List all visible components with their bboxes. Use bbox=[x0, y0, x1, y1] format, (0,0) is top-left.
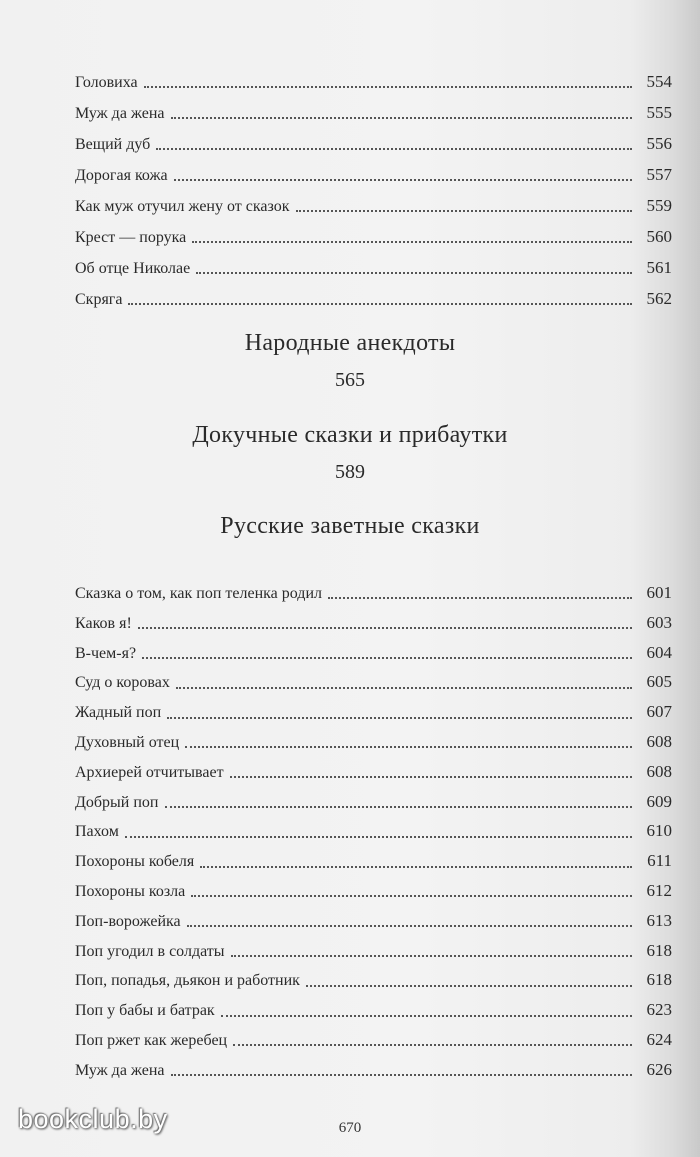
dot-leader bbox=[230, 775, 632, 778]
toc-entry-page: 555 bbox=[646, 103, 672, 122]
toc-entry bbox=[75, 252, 672, 283]
toc-entry-page: 624 bbox=[646, 1029, 672, 1049]
toc-entry-title: Пахом bbox=[75, 823, 119, 841]
toc-entry-page: 612 bbox=[646, 880, 672, 900]
toc-entry-title: Как муж отучил жену от сказок bbox=[75, 198, 290, 215]
toc-entry-title: Суд о коровах bbox=[75, 674, 170, 692]
dot-leader bbox=[174, 178, 632, 181]
dot-leader bbox=[328, 596, 632, 599]
dot-leader bbox=[233, 1043, 632, 1046]
toc-entry-page: 561 bbox=[646, 258, 672, 277]
dot-leader bbox=[296, 209, 633, 212]
toc-entry-page: 604 bbox=[646, 642, 672, 662]
toc-entry bbox=[75, 221, 672, 252]
toc-entry bbox=[75, 846, 672, 876]
dot-leader bbox=[191, 894, 632, 897]
toc-entry-page: 605 bbox=[646, 672, 672, 692]
page-number: 670 bbox=[338, 1120, 362, 1136]
toc-entry-title: Скряга bbox=[75, 291, 123, 308]
toc-entry-title: Сказка о том, как поп теленка родил bbox=[75, 585, 322, 602]
dot-leader bbox=[196, 271, 632, 274]
toc-entry-page: 618 bbox=[646, 940, 672, 960]
toc-entry bbox=[75, 727, 672, 757]
dot-leader bbox=[165, 805, 633, 808]
toc-entry-page: 608 bbox=[646, 731, 672, 751]
dot-leader bbox=[128, 302, 632, 305]
section-page-number: 589 bbox=[335, 461, 365, 483]
toc-list-part2 bbox=[75, 578, 672, 1085]
dot-leader bbox=[138, 626, 632, 629]
dot-leader bbox=[187, 924, 632, 927]
section-page-number: 565 bbox=[335, 369, 365, 391]
toc-entry-title: Духовный отец bbox=[75, 733, 180, 751]
toc-entry-page: 611 bbox=[647, 851, 672, 871]
section-heading: Русские заветные сказки bbox=[220, 513, 480, 539]
toc-entry-title: Каков я! bbox=[75, 614, 132, 632]
toc-entry bbox=[75, 66, 672, 97]
toc-entry-title: В-чем-я? bbox=[75, 644, 137, 662]
toc-entry-title: Поп, попадья, дьякон и работник bbox=[75, 972, 300, 990]
toc-entry-page: 603 bbox=[646, 612, 672, 632]
toc-entry-title: Дорогая кожа bbox=[75, 167, 168, 184]
toc-entry bbox=[75, 283, 672, 314]
toc-entry-page: 613 bbox=[646, 910, 672, 930]
toc-entry bbox=[75, 936, 672, 966]
toc-entry-page: 562 bbox=[646, 289, 672, 308]
dot-leader bbox=[221, 1014, 632, 1017]
toc-entry-page: 608 bbox=[646, 761, 672, 781]
toc-entry bbox=[75, 906, 672, 936]
toc-entry-page: 607 bbox=[646, 702, 672, 722]
toc-entry bbox=[75, 995, 672, 1025]
toc-entry-page: 556 bbox=[646, 134, 672, 153]
toc-entry-title: Жадный поп bbox=[75, 704, 162, 722]
toc-entry-title: Похороны кобеля bbox=[75, 853, 195, 871]
dot-leader bbox=[192, 240, 632, 243]
toc-entry-title: Поп-ворожейка bbox=[75, 912, 181, 930]
toc-entry-title: Поп угодил в солдаты bbox=[75, 942, 225, 960]
toc-entry-page: 601 bbox=[646, 583, 672, 602]
toc-entry bbox=[75, 787, 672, 817]
toc-entry-title: Муж да жена bbox=[75, 105, 165, 122]
dot-leader bbox=[167, 716, 632, 719]
toc-entry bbox=[75, 667, 672, 697]
toc-entry bbox=[75, 159, 672, 190]
toc-entry bbox=[75, 757, 672, 787]
toc-entry-title: Крест — порука bbox=[75, 229, 187, 246]
toc-entry-title: Вещий дуб bbox=[75, 136, 151, 153]
dot-leader bbox=[142, 656, 632, 659]
toc-entry-page: 626 bbox=[646, 1059, 672, 1079]
toc-entry-title: Муж да жена bbox=[75, 1061, 165, 1079]
toc-entry-title: Архиерей отчитывает bbox=[75, 763, 224, 781]
dot-leader bbox=[171, 1073, 632, 1076]
toc-entry-title: Поп у бабы и батрак bbox=[75, 1002, 215, 1020]
toc-entry bbox=[75, 190, 672, 221]
toc-entry bbox=[75, 816, 672, 846]
toc-entry bbox=[75, 1055, 672, 1085]
toc-entry-page: 554 bbox=[646, 72, 672, 91]
toc-entry-title: Добрый поп bbox=[75, 793, 159, 811]
dot-leader bbox=[306, 984, 632, 987]
toc-entry bbox=[75, 578, 672, 608]
toc-entry-page: 557 bbox=[646, 165, 672, 184]
toc-entry-title: Поп ржет как жеребец bbox=[75, 1031, 228, 1049]
section-heading: Народные анекдоты bbox=[244, 330, 456, 356]
toc-entry-title: Об отце Николае bbox=[75, 260, 191, 277]
toc-entry bbox=[75, 97, 672, 128]
dot-leader bbox=[144, 85, 632, 88]
toc-entry-page: 559 bbox=[646, 196, 672, 215]
toc-entry-page: 560 bbox=[646, 227, 672, 246]
toc-entry-title: Головиха bbox=[75, 74, 138, 91]
toc-entry bbox=[75, 876, 672, 906]
toc-entry-title: Похороны козла bbox=[75, 882, 186, 900]
dot-leader bbox=[156, 147, 632, 150]
toc-entry-page: 610 bbox=[646, 821, 672, 841]
dot-leader bbox=[125, 835, 632, 838]
watermark: bookclub.by bbox=[18, 1104, 168, 1134]
toc-entry bbox=[75, 128, 672, 159]
toc-entry bbox=[75, 1025, 672, 1055]
toc-entry-page: 618 bbox=[646, 970, 672, 990]
toc-entry bbox=[75, 697, 672, 727]
toc-entry bbox=[75, 965, 672, 995]
dot-leader bbox=[185, 745, 632, 748]
toc-entry bbox=[75, 608, 672, 638]
dot-leader bbox=[200, 865, 632, 868]
section-heading: Докучные сказки и прибаутки bbox=[192, 422, 508, 448]
dot-leader bbox=[176, 686, 632, 689]
dot-leader bbox=[231, 954, 632, 957]
dot-leader bbox=[171, 116, 632, 119]
toc-entry bbox=[75, 638, 672, 668]
toc-list-part1 bbox=[75, 66, 672, 314]
toc-entry-page: 609 bbox=[646, 791, 672, 811]
toc-entry-page: 623 bbox=[646, 1000, 672, 1020]
